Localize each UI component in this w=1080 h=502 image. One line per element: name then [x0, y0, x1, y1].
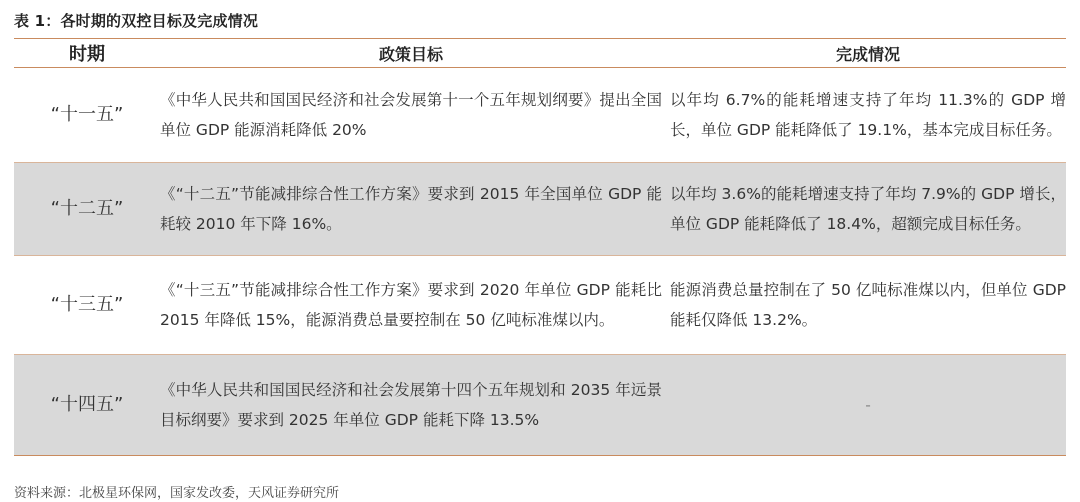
row-policy: 《“十三五”节能减排综合性工作方案》要求到 2020 年单位 GDP 能耗比 2015 年降低 15%，能源消费总量要控制在 50 亿吨标准煤以内。	[160, 281, 662, 329]
targets-table	[14, 38, 1066, 456]
row-policy: 《“十二五”节能减排综合性工作方案》要求到 2015 年全国单位 GDP 能耗较 2010 年下降 16%。	[160, 185, 662, 233]
row-result: 能源消费总量控制在了 50 亿吨标准煤以内，但单位 GDP 能耗仅降低 13.2%。	[670, 281, 1066, 329]
row-result: 以年均 3.6%的能耗增速支持了年均 7.9%的 GDP 增长，单位 GDP 能耗降低了 18.4%，超额完成目标任务。	[670, 185, 1066, 233]
table-row	[14, 256, 1066, 355]
row-period: “十三五”	[50, 294, 124, 315]
table-row	[14, 68, 1066, 163]
table-header-row	[14, 39, 1066, 68]
row-period: “十一五”	[50, 104, 124, 125]
table-row	[14, 355, 1066, 455]
table-caption: 表 1：各时期的双控目标及完成情况	[14, 12, 259, 30]
row-period: “十二五”	[50, 198, 124, 219]
row-policy: 《中华人民共和国国民经济和社会发展第十四个五年规划和 2035 年远景目标纲要》要求到 2025 年单位 GDP 能耗下降 13.5%	[160, 381, 662, 429]
header-policy: 政策目标	[378, 44, 443, 64]
row-result: 以年均 6.7%的能耗增速支持了年均 11.3%的 GDP 增长，单位 GDP 能耗降低了 19.1%，基本完成目标任务。	[670, 91, 1066, 139]
row-policy: 《中华人民共和国国民经济和社会发展第十一个五年规划纲要》提出全国单位 GDP 能源消耗降低 20%	[160, 91, 662, 139]
source-note: 资料来源：北极星环保网，国家发改委，天风证券研究所	[14, 486, 340, 501]
table-row	[14, 163, 1066, 256]
row-result: -	[865, 396, 871, 414]
header-result: 完成情况	[835, 44, 900, 64]
header-period: 时期	[69, 44, 105, 65]
row-period: “十四五”	[50, 394, 124, 415]
